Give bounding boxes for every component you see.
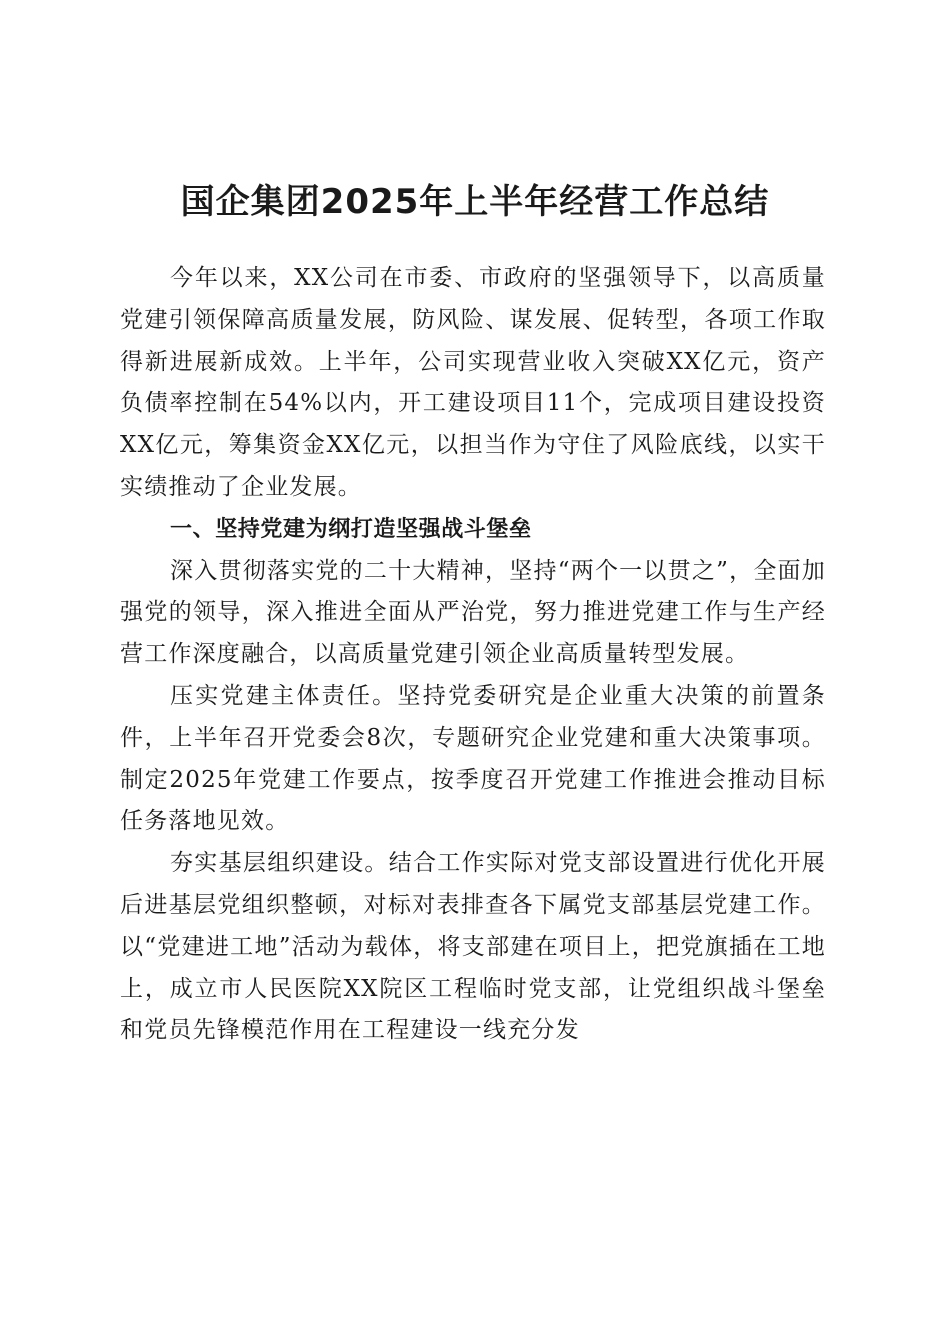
document-body: [120, 258, 826, 1052]
grassroots-organization-paragraph: 夯实基层组织建设。结合工作实际对党支部设置进行优化开展后进基层党组织整顿，对标对表排查各下属党支部基层党建工作。以“党建进工地”活动为载体，将支部建在项目上，把党旗插在工地上，成立市人民医院XX院区工程临时党支部，让党组织战斗堡垒和党员先锋模范作用在工程建设一线充分发: [120, 850, 826, 1044]
party-responsibility-paragraph: 压实党建主体责任。坚持党委研究是企业重大决策的前置条件，上半年召开党委会8次，专题研究企业党建和重大决策事项。制定2025年党建工作要点，按季度召开党建工作推进会推动目标任务落地见效。: [120, 682, 826, 835]
intro-paragraph: 今年以来，XX公司在市委、市政府的坚强领导下，以高质量党建引领保障高质量发展，防风险、谋发展、促转型，各项工作取得新进展新成效。上半年，公司实现营业收入突破XX亿元，资产负债率控制在54%以内，开工建设项目11个，完成项目建设投资XX亿元，筹集资金XX亿元，以担当作为守住了风险底线，以实干实绩推动了企业发展。: [120, 265, 826, 500]
section-1-overview-paragraph: 深入贯彻落实党的二十大精神，坚持“两个一以贯之”，全面加强党的领导，深入推进全面从严治党，努力推进党建工作与生产经营工作深度融合，以高质量党建引领企业高质量转型发展。: [120, 557, 826, 668]
section-heading-1: 一、坚持党建为纲打造坚强战斗堡垒: [170, 516, 532, 542]
document-title: 国企集团2025年上半年经营工作总结: [180, 182, 770, 222]
